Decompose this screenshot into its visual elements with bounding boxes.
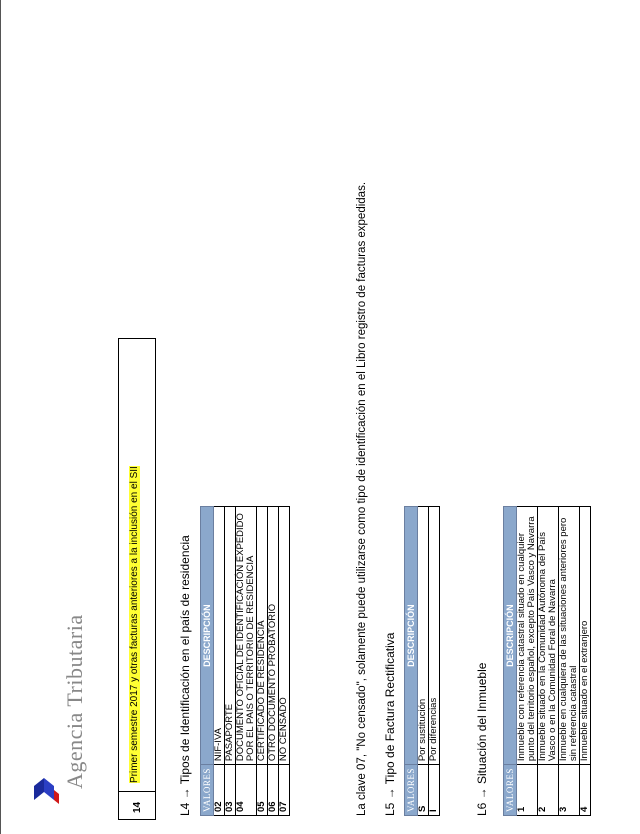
l5-col-values: VALORES <box>405 765 418 816</box>
table-row: 05 CERTIFICADO DE RESIDENCIA <box>257 507 268 816</box>
table-row: 07 NO CENSADO <box>279 507 290 816</box>
l4-table <box>200 506 290 816</box>
table-row: I Por diferencias <box>429 507 440 816</box>
l6-col-values: VALORES <box>504 765 517 816</box>
l6-table <box>503 506 591 816</box>
brand-name: Agencia Tributaria <box>62 614 87 789</box>
l4-title: L4 → Tipos de Identificación en el país de residencia <box>178 535 192 816</box>
table-row: 03 PASAPORTE <box>225 507 236 816</box>
table-row: 1 Inmueble con referencia catastral situado en cualquier punto del territorio español, excepto País Vasco y Navarra <box>517 507 538 816</box>
table-row: 04 DOCUMENTO OFICIAL DE IDENTIFICACIÓN EXPEDIDO POR EL PAIS O TERRITORIO DE RESIDENCIA <box>236 507 257 816</box>
info-box <box>118 338 156 820</box>
l5-col-desc: DESCRIPCIÓN <box>405 507 418 765</box>
box-text: Primer semestre 2017 y otras facturas anteriores a la inclusión en el SII <box>129 466 140 783</box>
box-number: 14 <box>119 791 155 819</box>
l4-col-desc: DESCRIPCIÓN <box>201 507 214 765</box>
l6-col-desc: DESCRIPCIÓN <box>504 507 517 765</box>
table-row: 02 NIF-IVA <box>214 507 225 816</box>
table-row: 2 Inmueble situado en la Comunidad Autónoma del País Vasco o en la Comunidad Foral de Navarra <box>538 507 559 816</box>
table-row: 4 Inmueble situado en el extranjero <box>580 507 591 816</box>
l5-table <box>404 506 440 816</box>
l5-title: L5 → Tipo de Factura Rectificativa <box>383 632 397 816</box>
agency-logo-icon <box>30 774 60 804</box>
l6-title: L6 → Situación del Inmueble <box>475 662 489 816</box>
table-row: 06 OTRO DOCUMENTO PROBATORIO <box>268 507 279 816</box>
l4-col-values: VALORES <box>201 765 214 816</box>
table-row: S Por sustitución <box>418 507 429 816</box>
table-row: 3 Inmueble en cualquiera de las situaciones anteriores pero sin referencia catastral <box>559 507 580 816</box>
note-text: La clave 07, "No censado", solamente puede utilizarse como tipo de identificación en el Libro registro de facturas expedidas. <box>356 181 368 816</box>
top-rule <box>0 0 1 834</box>
